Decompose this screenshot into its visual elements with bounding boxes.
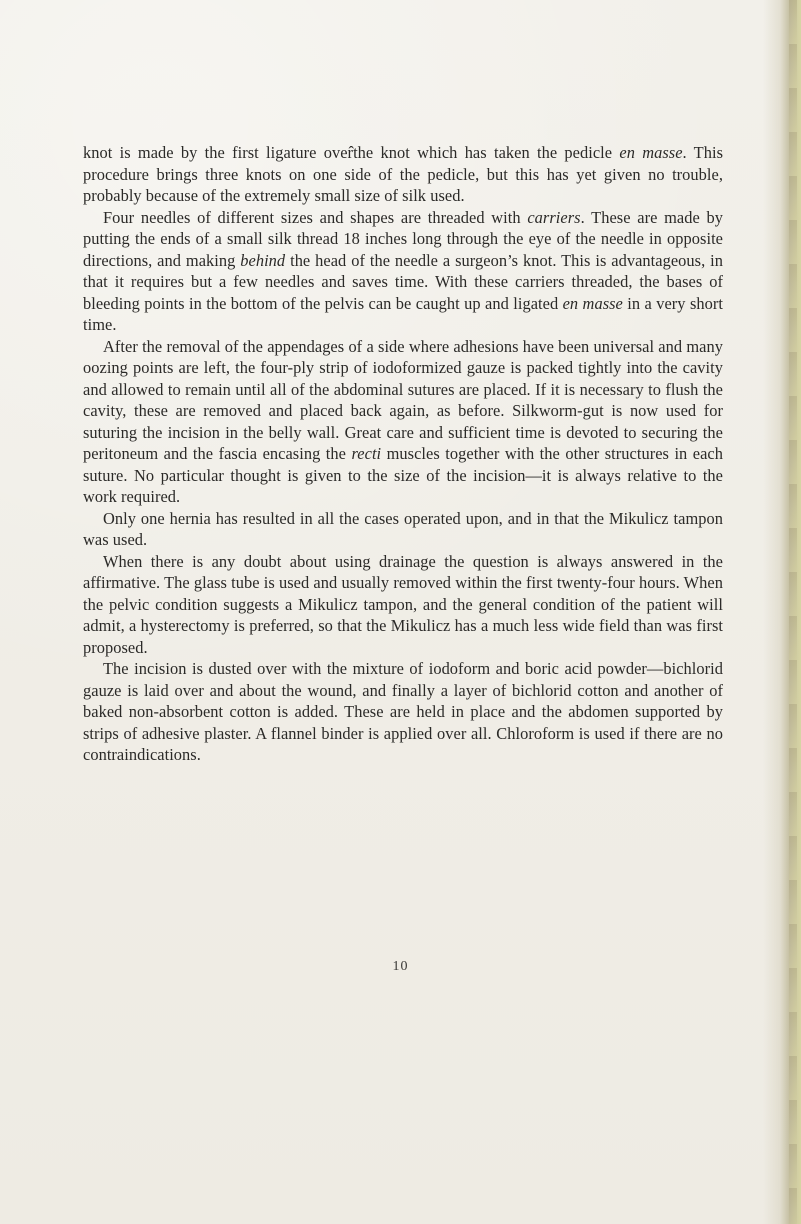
text-segment: muscles together with the other structures in each suture. No particular thought is given to the size of the incision—it is always relative to the work required. (83, 444, 723, 506)
italic-text: en masse (619, 143, 683, 162)
text-segment: in a very short time. (83, 293, 723, 334)
text-segment: the knot which has taken the pedicle (353, 143, 620, 162)
paragraph (83, 658, 723, 766)
text-segment: knot is made by the first ligature over (83, 143, 354, 162)
text-segment: the head of the needle a surgeon’s knot. This is advantageous, in that it requires but a few needles and saves time. With these carriers threaded, the bases of bleeding points in the bottom of the pelvis can be caught up and ligated (83, 250, 723, 313)
italic-text: behind (240, 250, 286, 270)
text-segment: The incision is dusted over with the mixture of iodoform and boric acid powder—bichlorid gauze is laid over and about the wound, and finally a layer of bichlorid cotton and another of baked non-absorbent cotton is added. These are held in place and the abdomen supported by strips of adhesive plaster. A flannel binder is applied over all. Chloroform is used if there are no contraindications. (83, 659, 723, 764)
text-segment: After the removal of the appendages of a side where adhesions have been universal and many oozing points are left, the four-ply strip of iodoformized gauze is packed tightly into the cavity and allowed to remain until all of the abdominal sutures are placed. If it is necessary to flush the cavity, these are removed and placed back again, as before. Silkworm-gut is now used for suturing the incision in the belly wall. Great care and sufficient time is devoted to securing the peritoneum and the fascia encasing the (83, 336, 723, 463)
text-segment: . This procedure brings three knots on one side of the pedicle, but this has yet given no trouble, probably because of the extremely small size of silk used. (83, 143, 723, 205)
paragraph (83, 142, 723, 207)
paragraph (83, 336, 723, 508)
paragraph (83, 207, 723, 336)
paragraph (83, 508, 723, 551)
page-edge-shadow (763, 0, 801, 1224)
italic-text: en masse (562, 293, 623, 313)
italic-text: recti (351, 444, 382, 463)
italic-text: carriers (527, 207, 581, 227)
body-text (83, 142, 723, 766)
text-segment: . These are made by putting the ends of a small silk thread 18 inches long through the eye of the needle in opposite directions, and making (83, 207, 724, 270)
paragraph (83, 551, 723, 659)
page-number: 10 (392, 959, 409, 974)
text-segment: When there is any doubt about using drainage the question is always answered in the affirmative. The glass tube is used and usually removed within the first twenty-four hours. When the pelvic condition suggests a Mikulicz tampon, and the general condition of the patient will admit, a hysterectomy is preferred, so that the Mikulicz has a much less wide field than was first proposed. (83, 551, 723, 657)
text-segment: Only one hernia has resulted in all the cases operated upon, and in that the Mikulicz tampon was used. (83, 508, 723, 549)
text-segment: Four needles of different sizes and shapes are threaded with (103, 207, 528, 227)
